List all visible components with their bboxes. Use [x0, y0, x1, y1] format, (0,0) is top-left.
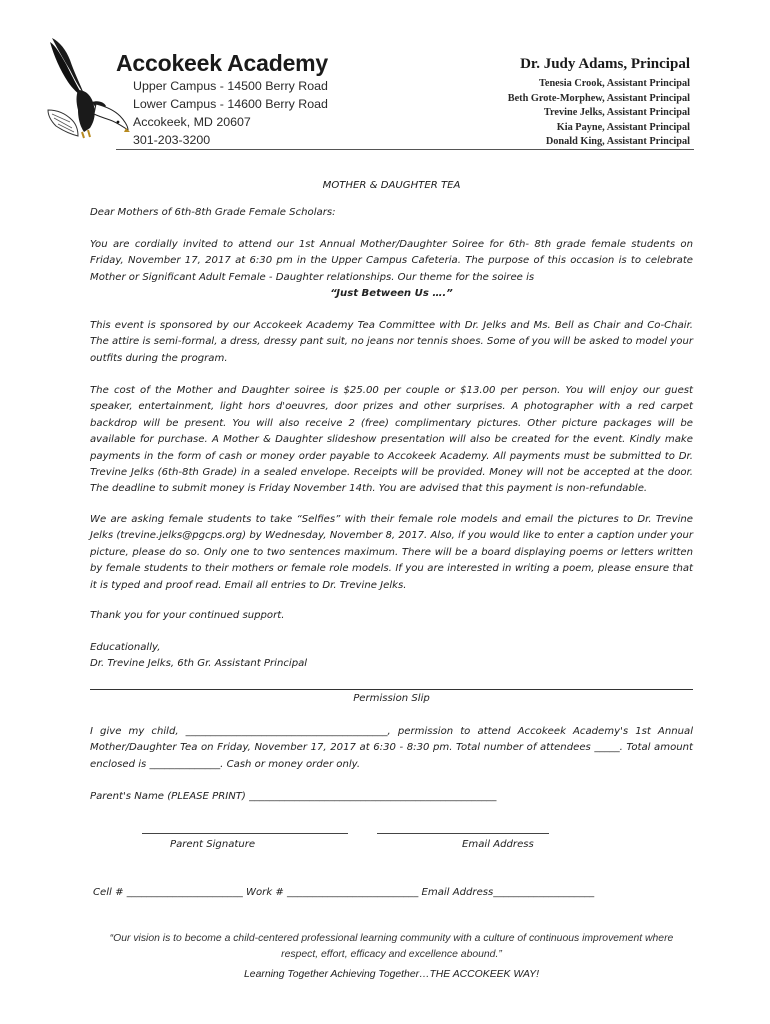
- paragraph-invitation: You are cordially invited to attend our 1st Annual Mother/Daughter Soiree for 6th- 8th grade female students on Friday, November 17, 2017 at 6:30 pm in the Upper Campus Cafeteria. The purpose of this occasion is to celebrate Mother or Significant Adult Female - Daughter relationships. Our theme for the soiree is: [90, 239, 693, 283]
- paragraph-attire: This event is sponsored by our Accokeek Academy Tea Committee with Dr. Jelks and Ms. Bell as Chair and Co-Chair. The attire is semi-formal, a dress, dressy pant suit, no jeans nor tennis shoes. Some of you will be asked to model your outfits during the program.: [90, 320, 693, 364]
- header-divider: [116, 149, 694, 150]
- school-address: [133, 77, 328, 149]
- parent-signature-line[interactable]: [142, 833, 348, 834]
- email-address-line[interactable]: [377, 833, 549, 834]
- signer-name: Dr. Trevine Jelks, 6th Gr. Assistant Principal: [90, 658, 308, 669]
- parent-signature-label: Parent Signature: [170, 839, 256, 850]
- closing: Educationally,: [90, 642, 161, 653]
- email-address-label: Email Address: [462, 839, 534, 850]
- school-motto: Learning Together Achieving Together…THE ACCOKEEK WAY!: [244, 969, 539, 980]
- vision-statement: “Our vision is to become a child-centered professional learning community with a culture of continuous improvement where respect, effort, efficacy and excellence abound.”: [109, 933, 674, 960]
- address-lower-campus: Lower Campus - 14600 Berry Road: [133, 97, 328, 111]
- paragraph-cost: The cost of the Mother and Daughter soiree is $25.00 per couple or $13.00 per person. You will enjoy our guest speaker, entertainment, light hors d'oeuvres, door prizes and other surprises. A photographer with a red carpet backdrop will be present. You will also receive 2 (free) complimentary pictures. Other picture packages will be available for purchase. A Mother & Daughter slideshow presentation will also be created for the event. Kindly make payments in the form of cash or money order payable to Accokeek Academy. All payments must be submitted to Dr. Trevine Jelks (6th-8th Grade) in a sealed envelope. Receipts will be provided. Money will not be accepted at the door. The deadline to submit money is Friday November 14th. You are advised that this payment is non-refundable.: [90, 385, 693, 495]
- letter-title: MOTHER & DAUGHTER TEA: [322, 180, 461, 191]
- principal-name: Dr. Judy Adams, Principal: [520, 56, 690, 72]
- permission-statement[interactable]: I give my child, ________________________________________, permission to attend Accokeek Academy's 1st Annual Mother/Daughter Tea on Friday, November 17, 2017 at 6:30 - 8:30 pm. Total number of attendees _____. Total amount enclosed is ______________. Cash or money order only.: [90, 726, 693, 770]
- assistant-principals: [508, 77, 690, 150]
- thank-you-line: Thank you for your continued support.: [90, 610, 285, 621]
- assistant-principal: Beth Grote-Morphew, Assistant Principal: [507, 92, 690, 104]
- address-upper-campus: Upper Campus - 14500 Berry Road: [133, 79, 328, 93]
- salutation: Dear Mothers of 6th-8th Grade Female Scholars:: [90, 207, 336, 218]
- school-name: Accokeek Academy: [116, 50, 329, 76]
- school-phone: 301-203-3200: [133, 133, 211, 147]
- address-city: Accokeek, MD 20607: [133, 115, 251, 129]
- paragraph-selfies: We are asking female students to take “Selfies” with their female role models and email the pictures to Dr. Trevine Jelks (trevine.jelks@pgcps.org) by Wednesday, November 8, 2017. Also, if you would like to enter a caption under your picture, please do so. Only one to two sentences maximum. There will be a board displaying poems or letters written by female students to their mothers or female role models. If you are interested in writing a poem, please ensure that it is typed and proof read. Email all entries to Dr. Trevine Jelks.: [90, 514, 693, 591]
- permission-slip-title: Permission Slip: [353, 693, 430, 704]
- assistant-principal: Tenesia Crook, Assistant Principal: [538, 78, 690, 89]
- assistant-principal: Donald King, Assistant Principal: [545, 136, 690, 147]
- assistant-principal: Trevine Jelks, Assistant Principal: [543, 107, 690, 118]
- assistant-principal: Kia Payne, Assistant Principal: [556, 121, 690, 133]
- slip-divider: [90, 689, 693, 690]
- soiree-theme: “Just Between Us ….”: [330, 288, 453, 299]
- parent-name-field[interactable]: Parent's Name (PLEASE PRINT) _________________________________________________: [90, 791, 497, 802]
- contact-fields[interactable]: Cell # _______________________ Work # __________________________ Email Address____________________: [93, 887, 595, 898]
